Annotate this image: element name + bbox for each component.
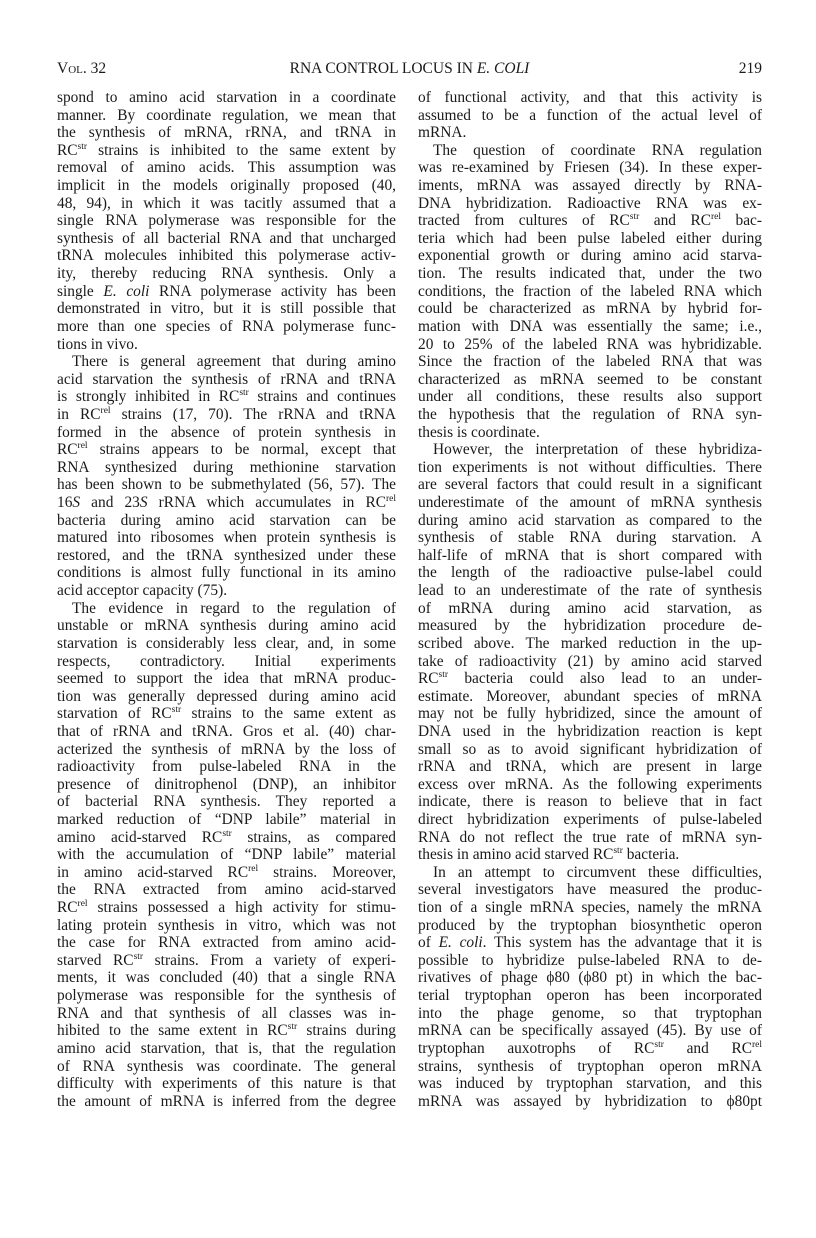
superscript-str: str	[77, 141, 88, 152]
running-header	[57, 60, 762, 82]
superscript-rel: rel	[77, 899, 88, 910]
text-line: unstable or mRNA synthesis during amino acid	[57, 617, 396, 635]
volume-label: Vol. 32	[57, 60, 107, 77]
text-line: excess over mRNA. As the following experiments	[418, 775, 762, 793]
italic-term: E. coli	[103, 282, 150, 300]
running-title-text: RNA CONTROL LOCUS IN	[289, 60, 473, 77]
text-line: the RNA extracted from amino acid-starved	[57, 881, 396, 899]
text-line: exponential growth or during amino acid starva-	[418, 247, 762, 265]
text-line: mRNA was assayed by hybridization to ϕ80pt	[418, 1092, 762, 1110]
text-line: in amino acid-starved $RC^{rel}$ strains. Moreover,	[57, 863, 397, 881]
text-line: spond to amino acid starvation in a coordinate	[57, 89, 396, 106]
text-line: has been shown to be submethylated (56, 57). The	[57, 476, 396, 494]
page-number: 219	[738, 60, 762, 77]
text-line: the case for RNA extracted from amino acid-	[57, 934, 396, 952]
superscript-rel: rel	[751, 1039, 763, 1050]
text-line: $RC^{str}$ bacteria could also lead to an under-	[418, 670, 762, 688]
text-line: seemed to support the idea that mRNA produc-	[57, 670, 396, 688]
text-line: presence of dinitrophenol (DNP), an inhibitor	[57, 775, 396, 793]
italic-term: S	[139, 494, 148, 512]
text-line: formed in the absence of protein synthesis in	[57, 423, 396, 441]
text-line: tion was generally depressed during amino acid	[57, 687, 396, 705]
superscript-rel: rel	[77, 441, 88, 452]
text-line: produced by the tryptophan biosynthetic operon	[418, 916, 762, 934]
text-line: conditions is almost fully functional in its amino	[57, 564, 396, 582]
text-line: estimate. Moreover, abundant species of mRNA	[418, 687, 762, 705]
text-line: DNA hybridization. Radioactive RNA was ex-	[418, 194, 762, 212]
text-line: with the accumulation of “DNP labile” material	[57, 846, 396, 864]
text-line: DNA used in the hybridization reaction is kept	[418, 722, 762, 740]
text-line: However, the interpretation of these hybridiza-	[433, 441, 762, 459]
text-line: rRNA and tRNA, which are present in large	[418, 758, 762, 776]
superscript-rel: rel	[248, 863, 259, 874]
text-line: $RC^{rel}$ strains appears to be normal, except that	[57, 441, 396, 459]
text-line: difficulty with experiments of this nature is that	[57, 1075, 396, 1093]
text-line: during amino acid starvation as compared to the	[418, 511, 762, 529]
text-line: the length of the radioactive pulse-label could	[418, 564, 762, 582]
text-line: thesis in amino acid starved $RC^{str}$ bacteria.	[418, 846, 680, 864]
text-line: the hypothesis that the regulation of RNA syn-	[418, 405, 762, 423]
text-line: acterized the synthesis of mRNA by the loss of	[57, 740, 396, 758]
text-line: the synthesis of mRNA, rRNA, and tRNA in	[57, 124, 396, 142]
text-line: into the phage genome, so that tryptophan	[418, 1004, 762, 1022]
text-line: terial tryptophan operon has been incorporated	[418, 987, 762, 1005]
text-line: tRNA molecules inhibited this polymerase activ-	[57, 247, 396, 265]
text-line: indicate, there is reason to believe that in fact	[418, 793, 762, 811]
text-line: of bacterial RNA synthesis. They reported a	[57, 793, 396, 811]
text-line: characterized as mRNA seemed to be constant	[418, 370, 762, 388]
text-line: respects, contradictory. Initial experiments	[57, 652, 396, 670]
text-line: starvation of $RC^{str}$ strains to the same extent as	[57, 705, 396, 723]
text-line: tions in vivo.	[57, 335, 138, 353]
running-title	[57, 60, 762, 78]
text-line: assumed to be a function of the actual level of	[418, 106, 762, 124]
text-line: acid starvation the synthesis of rRNA and tRNA	[57, 370, 396, 388]
text-line: of E. coli. This system has the advantage that it is	[418, 934, 762, 952]
text-line: more than one species of RNA polymerase func-	[57, 317, 396, 335]
running-title-organism: E. COLI	[476, 60, 530, 77]
text-line: tion. The results indicated that, under the two	[418, 265, 762, 283]
text-line: manner. By coordinate regulation, we mean that	[57, 106, 396, 124]
superscript-str: str	[438, 670, 449, 681]
text-line: amino acid starvation, that is, that the regulation	[57, 1039, 396, 1057]
text-line: $RC^{rel}$ strains possessed a high activity for stimu-	[57, 899, 396, 917]
text-line: rivatives of phage ϕ80 (ϕ80 pt) in which the bac-	[418, 969, 762, 987]
right-column	[418, 89, 762, 1110]
superscript-rel: rel	[100, 405, 111, 416]
text-line: RNA and that synthesis of all classes was in-	[57, 1004, 396, 1022]
text-line: implicit in the models originally proposed (40,	[57, 177, 396, 195]
text-line: teria which had been pulse labeled either during	[418, 229, 762, 247]
text-line: strains, synthesis of tryptophan operon mRNA	[418, 1057, 762, 1075]
text-line: was re-examined by Friesen (34). In these exper-	[418, 159, 762, 177]
text-line: are several factors that could result in a significant	[418, 476, 762, 494]
text-line: tracted from cultures of $RC^{str}$ and $RC^{rel}$ bac-	[418, 212, 762, 230]
text-line: single RNA polymerase was responsible for the	[57, 212, 396, 230]
superscript-str: str	[133, 951, 144, 962]
text-line: Since the fraction of the labeled RNA that was	[418, 353, 762, 371]
text-line: is strongly inhibited in $RC^{str}$ strains and continues	[57, 388, 397, 406]
text-line: of RNA synthesis was coordinate. The general	[57, 1057, 396, 1075]
text-line: single E. coli RNA polymerase activity has been	[57, 282, 396, 300]
text-line: 16S and 23S rRNA which accumulates in $RC^{rel}$	[57, 494, 397, 512]
text-line: $RC^{str}$ strains is inhibited to the same extent by	[57, 141, 396, 159]
text-line: take of radioactivity (21) by amino acid starved	[418, 652, 762, 670]
text-line: removal of amino acids. This assumption was	[57, 159, 396, 177]
text-line: was induced by tryptophan starvation, and this	[418, 1075, 762, 1093]
text-line: tryptophan auxotrophs of $RC^{str}$ and $RC^{rel}$	[418, 1039, 763, 1057]
text-line: RNA do not reflect the true rate of mRNA syn-	[418, 828, 762, 846]
superscript-str: str	[613, 846, 623, 857]
text-line: direct hybridization experiments of pulse-labeled	[418, 810, 762, 828]
text-line: starved $RC^{str}$ strains. From a variety of experi-	[57, 951, 396, 969]
superscript-str: str	[171, 705, 182, 716]
superscript-str: str	[222, 828, 232, 839]
text-line: iments, mRNA was assayed directly by RNA-	[418, 177, 762, 195]
text-line: of mRNA during amino acid starvation, as	[418, 599, 762, 617]
text-line: hibited to the same extent in $RC^{str}$ strains during	[57, 1022, 396, 1040]
text-line: synthesis of all bacterial RNA and that uncharged	[57, 229, 396, 247]
superscript-str: str	[654, 1039, 664, 1050]
text-line: that of rRNA and tRNA. Gros et al. (40) char-	[57, 722, 396, 740]
text-line: bacteria during amino acid starvation can be	[57, 511, 396, 529]
text-line: may not be fully hybridized, since the amount of	[418, 705, 762, 723]
text-line: marked reduction of “DNP labile” material in	[57, 810, 396, 828]
text-line: acid acceptor capacity (75).	[57, 582, 228, 600]
superscript-rel: rel	[385, 494, 397, 505]
text-line: thesis is coordinate.	[418, 423, 540, 441]
text-line: several investigators have measured the produc-	[418, 881, 762, 899]
text-line: in $RC^{rel}$ strains (17, 70). The rRNA and tRNA	[57, 405, 396, 423]
text-line: mation with DNA was essentially the same; i.e.,	[418, 317, 762, 335]
text-line: tion experiments is not without difficulties. There	[418, 458, 762, 476]
text-line: The question of coordinate RNA regulation	[433, 141, 762, 159]
text-line: could be characterized as mRNA by hybrid for-	[418, 300, 762, 318]
superscript-str: str	[629, 212, 640, 223]
superscript-str: str	[239, 388, 249, 399]
text-line: There is general agreement that during amino	[72, 353, 396, 371]
text-line: measured by the hybridization procedure de-	[418, 617, 762, 635]
italic-term: S	[72, 494, 81, 512]
text-line: radioactivity from pulse-labeled RNA in the	[57, 758, 396, 776]
text-line: starvation is considerably less clear, and, in some	[57, 634, 396, 652]
text-line: The evidence in regard to the regulation of	[72, 599, 396, 617]
text-line: 20 to 25% of the labeled RNA was hybridizable.	[418, 335, 762, 353]
text-line: possible to hybridize pulse-labeled RNA to de-	[418, 951, 762, 969]
superscript-rel: rel	[711, 212, 722, 223]
text-line: amino acid-starved $RC^{str}$ strains, as compared	[57, 828, 396, 846]
text-line: polymerase was responsible for the synthesis of	[57, 987, 396, 1005]
left-column	[57, 89, 396, 1110]
text-line: mRNA.	[418, 124, 467, 142]
text-line: small so as to avoid significant hybridization of	[418, 740, 762, 758]
text-line: the amount of mRNA is inferred from the degree	[57, 1092, 396, 1110]
text-line: synthesis of stable RNA during starvation. A	[418, 529, 762, 547]
text-line: under all conditions, these results also support	[418, 388, 762, 406]
text-line: ments, it was concluded (40) that a single RNA	[57, 969, 396, 987]
text-line: lating protein synthesis in vitro, which was not	[57, 916, 396, 934]
text-line: conditions, the fraction of the labeled RNA which	[418, 282, 762, 300]
text-line: half-life of mRNA that is short compared with	[418, 546, 762, 564]
text-line: matured into ribosomes when protein synthesis is	[57, 529, 396, 547]
italic-term: E. coli	[438, 934, 483, 952]
text-line: of functional activity, and that this activity is	[418, 89, 762, 106]
text-line: scribed above. The marked reduction in the up-	[418, 634, 762, 652]
text-line: restored, and the tRNA synthesized under these	[57, 546, 396, 564]
text-line: mRNA can be specifically assayed (45). By use of	[418, 1022, 762, 1040]
text-line: demonstrated in vitro, but it is still possible that	[57, 300, 396, 318]
text-line: lead to an underestimate of the rate of synthesis	[418, 582, 762, 600]
text-line: ity, thereby reducing RNA synthesis. Only a	[57, 265, 396, 283]
text-line: underestimate of the amount of mRNA synthesis	[418, 494, 762, 512]
text-line: In an attempt to circumvent these difficulties,	[433, 863, 762, 881]
text-line: 48, 94), in which it was tacitly assumed that a	[57, 194, 396, 212]
text-line: RNA synthesized during methionine starvation	[57, 458, 396, 476]
text-line: tion of a single mRNA species, namely the mRNA	[418, 899, 762, 917]
superscript-str: str	[287, 1022, 298, 1033]
